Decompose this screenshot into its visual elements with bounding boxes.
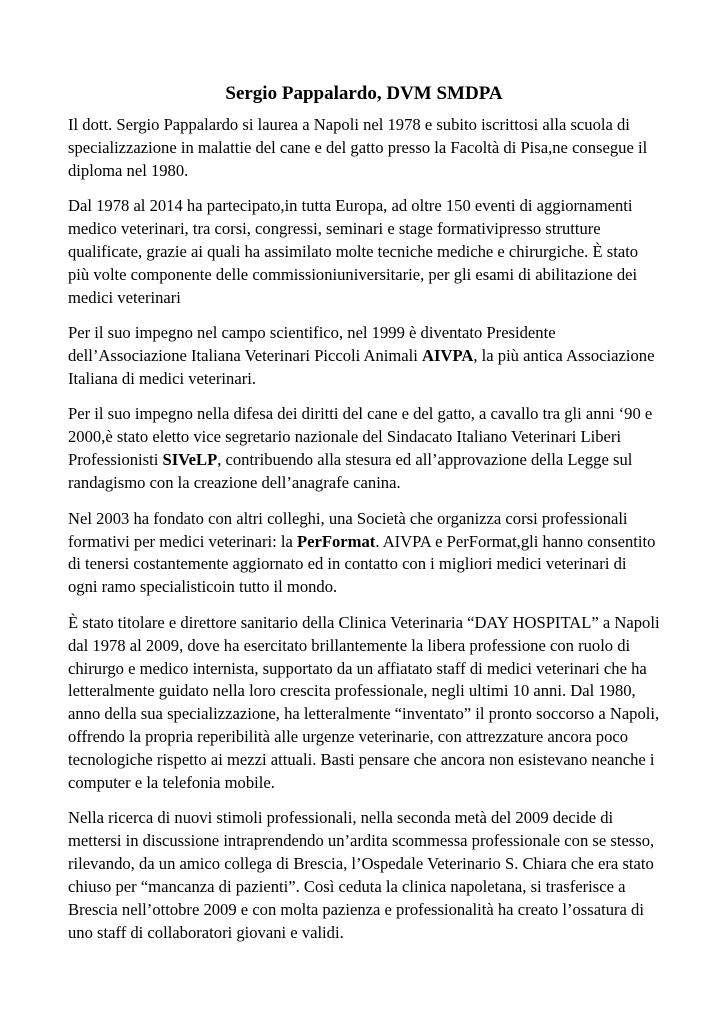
bold-term-sivelp: SIVeLP — [162, 450, 218, 470]
bold-term-aivpa: AIVPA — [422, 346, 474, 366]
document-page — [68, 82, 660, 957]
bold-term-performat: PerFormat — [297, 531, 376, 551]
paragraph-text: Dal 1978 al 2014 ha partecipato,in tutta Europa, ad oltre 150 eventi di aggiornamenti medico veterinari, tra corsi, congressi, seminari e stage formativipresso strutture qualificate, grazie ai quali ha assimilato molte tecniche mediche e chirurgiche. È stato più volte componente delle commissioniuniversitarie, per gli esami di abilitazione dei medici veterinari — [68, 196, 639, 307]
paragraph-text: Il dott. Sergio Pappalardo si laurea a Napoli nel 1978 e subito iscrittosi alla scuola di specializzazione in malattie del cane e del gatto presso la Facoltà di Pisa,ne consegue il diploma nel 1980. — [68, 115, 648, 180]
paragraph-performat — [68, 508, 660, 600]
document-title: Sergio Pappalardo, DVM SMDPA — [225, 83, 503, 104]
paragraph-education — [68, 114, 660, 183]
paragraph-text: Per il suo impegno nel campo scientifico, nel 1999 è diventato Presidente dell’Associazione Italiana Veterinari Piccoli Animali — [68, 323, 556, 366]
paragraph-text: Per il suo impegno nella difesa dei diritti del cane e del gatto, a cavallo tra gli anni ‘90 e 2000,è stato eletto vice segretario nazionale del Sindacato Italiano Veterinari Liberi Professionisti — [68, 404, 653, 470]
paragraph-text: È stato titolare e direttore sanitario della Clinica Veterinaria “DAY HOSPITAL” a Napoli dal 1978 al 2009, dove ha esercitato brillantemente la libera professione con ruolo di chirurgo e medico internista, supportato da un affiatato staff di medici veterinari che ha letteralmente guidato nella loro crescita professionale, negli ultimi 10 anni. Dal 1980, anno della sua specializzazione, ha letteralmente “inventato” il pronto soccorso a Napoli, offrendo la propria reperibilità alle urgenze veterinarie, con attrezzature ancora poco tecnologiche rispetto ai mezzi attuali. Basti pensare che ancora non esistevano neanche i computer e la telefonia mobile. — [68, 612, 660, 793]
paragraph-day-hospital — [68, 612, 660, 795]
paragraph-text: . AIVPA e PerFormat,gli hanno consentito di tenersi costantemente aggiornato ed in contatto con i migliori medici veterinari di ogni ramo specialisticoin tutto il mondo. — [68, 531, 656, 597]
paragraph-sivelp — [68, 403, 660, 495]
paragraph-text: Nella ricerca di nuovi stimoli professionali, nella seconda metà del 2009 decide di mettersi in discussione intraprendendo un’ardita scommessa professionale con se stesso, rilevando, da un amico collega di Brescia, l’Ospedale Veterinario S. Chiara che era stato chiuso per “mancanza di pazienti”. Così ceduta la clinica napoletana, si trasferisce a Brescia nell’ottobre 2009 e con molta pazienza e professionalità ha creato l’ossatura di uno staff di collaboratori giovani e validi. — [68, 808, 655, 942]
paragraph-aivpa — [68, 322, 660, 391]
paragraph-training — [68, 195, 660, 310]
paragraph-text: Nel 2003 ha fondato con altri colleghi, una Società che organizza corsi professionali formativi per medici veterinari: la — [68, 508, 628, 551]
paragraph-text: , la più antica Associazione Italiana di medici veterinari. — [68, 346, 655, 389]
paragraph-brescia — [68, 807, 660, 944]
paragraph-text: , contribuendo alla stesura ed all’approvazione della Legge sul randagismo con la creazione dell’anagrafe canina. — [68, 450, 633, 493]
